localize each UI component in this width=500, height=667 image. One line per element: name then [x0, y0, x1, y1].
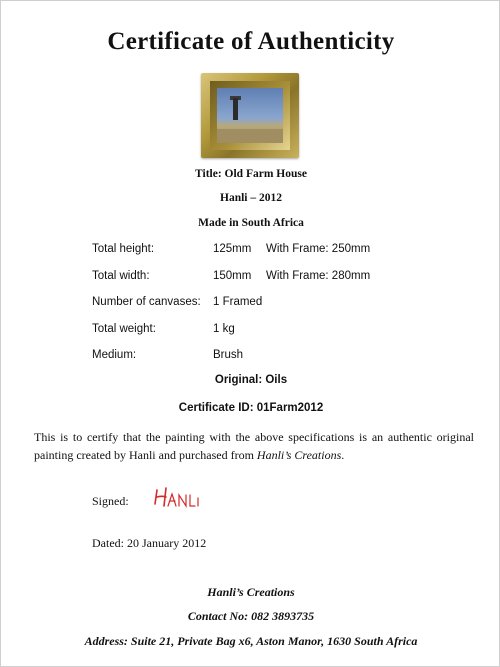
spec-frame-value: With Frame: 280mm [266, 270, 371, 282]
spec-value: Brush [213, 349, 244, 361]
artist-year: Hanli – 2012 [220, 192, 282, 204]
painting-canvas [217, 88, 283, 143]
painting-tower [233, 98, 238, 120]
signature-image [151, 484, 201, 510]
spec-value: 1 kg [213, 323, 235, 335]
spec-label: Medium: [92, 349, 137, 361]
painting-ground [217, 129, 283, 143]
artwork-title: Title: Old Farm House [195, 168, 307, 180]
certificate-id: Certificate ID: 01Farm2012 [178, 402, 324, 414]
postal-address: Address: Suite 21, Private Bag x6, Aston Manor, 1630 South Africa [84, 634, 418, 648]
spec-value: 125mm [213, 243, 252, 255]
original-medium: Original: Oils [214, 374, 288, 386]
spec-value: 1 Framed [213, 296, 263, 308]
statement-end: . [341, 448, 345, 462]
painting-image [201, 73, 299, 158]
spec-label: Total weight: [92, 323, 156, 335]
statement-company: Hanli’s Creations [256, 448, 342, 462]
company-name: Hanli’s Creations [207, 585, 295, 599]
spec-frame-value: With Frame: 250mm [266, 243, 371, 255]
contact-number: Contact No: 082 3893735 [187, 609, 315, 623]
certificate-title: Certificate of Authenticity [107, 28, 395, 55]
statement-text: This is to certify that the painting with the above specifications is an authentic original painting created by Hanli and purchased from [34, 430, 474, 462]
spec-value: 150mm [213, 270, 252, 282]
origin-line: Made in South Africa [198, 217, 304, 229]
spec-label: Total width: [92, 270, 150, 282]
spec-label: Total height: [92, 243, 155, 255]
dated-line: Dated: 20 January 2012 [92, 536, 207, 550]
certification-statement [34, 428, 474, 464]
spec-label: Number of canvases: [92, 296, 201, 308]
signed-label: Signed: [92, 494, 129, 508]
